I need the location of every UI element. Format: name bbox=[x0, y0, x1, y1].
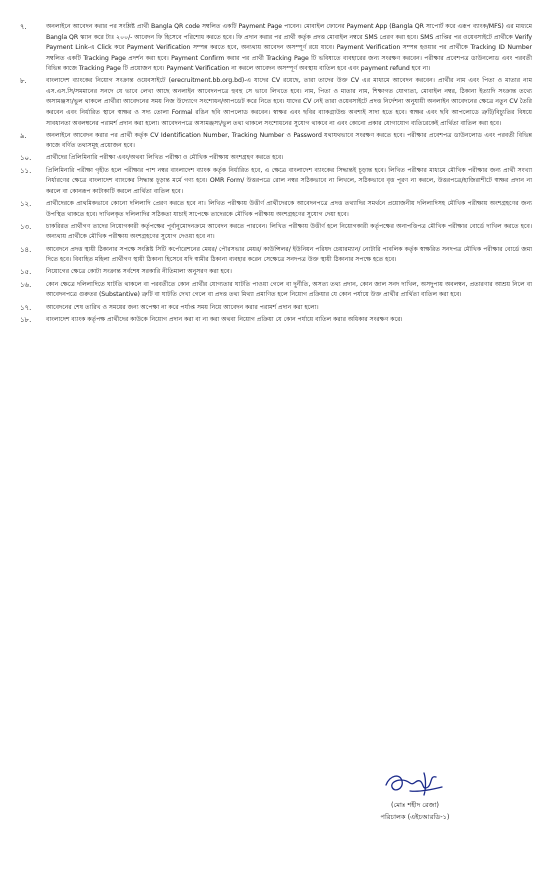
signatory-title: পরিচালক (এইচআরডি-১) bbox=[380, 813, 450, 821]
list-item bbox=[18, 245, 532, 266]
item-number: ১৫. bbox=[20, 268, 32, 277]
list-item bbox=[18, 267, 532, 278]
item-text: বাংলাদেশ ব্যাংকের নিয়োগ সংক্রান্ত ওয়েবসাইটে (erecruitment.bb.org.bd)-এ যাদের CV রয়েছে, তারা তাদের উক্ত CV এর মাধ্যমে আবেদন করবেন। প্রার্থীর নাম এবং পিতা ও মাতার নাম এস.এস.সি/সমমানের সনদে যে ভাবে লেখা আছে অনলাইন আবেদনপত্রে হুবহু সে ভাবে লিখতে হবে। নাম, পিতা ও মাতার নাম, শিক্ষাগত যোগ্যতা, মোবাইল নম্বর, ঠিকানা ইত্যাদি সংক্রান্ত তথ্যে অসামঞ্জস্য/ভুল থাকলে প্রার্থীরা আবেদনের সময় নিজ উদ্যোগে সংশোধন/আপডেট করে নিতে হবে। যাদের CV নেই তারা ওয়েবসাইটে প্রদত্ত নির্দেশনা অনুযায়ী অনলাইন আবেদনের ক্ষেত্রে নতুন CV তৈরি করবেন এবং নির্ধারিত স্থানে স্বাক্ষর ও সদ্য তোলা Formal রঙিন ছবি আপলোড করবেন। স্বাক্ষর এবং ছবির ব্যাকগ্রাউন্ড অবশ্যই সাদা হতে হবে। স্বাক্ষর এবং ছবি আপলোডে ত্রুটি/বিচ্যুতির বিষয়ে সাবধানতা অবলম্বনের পরামর্শ প্রদান করা হলো। আবেদনপত্রে অসামঞ্জস্য/ভুল তথ্য থাকলে সংশোধনের সুযোগ থাকবে না এবং কোনো প্রকার যোগাযোগ ব্যতিরেকেই প্রার্থিতা বাতিল করা হবে। bbox=[46, 77, 532, 127]
list-item bbox=[18, 153, 532, 164]
list-item bbox=[18, 22, 532, 75]
list-item bbox=[18, 76, 532, 129]
item-number: ৮. bbox=[20, 77, 27, 86]
list-item bbox=[18, 131, 532, 152]
list-item bbox=[18, 303, 532, 314]
item-number: ১৬. bbox=[20, 280, 32, 289]
item-number: ১৭. bbox=[20, 303, 32, 312]
item-text: বাংলাদেশ ব্যাংক কর্তৃপক্ষ প্রার্থীদের কাউকে নিয়োগ প্রদান করা বা না করা অথবা নিয়োগ প্রক্রিয়া যে কোন পর্যায়ে বাতিল করার অধিকার সংরক্ষণ করে। bbox=[46, 316, 403, 324]
item-text: প্রিলিমিনারি পরীক্ষা গৃহীত হলে পরীক্ষার পাশ নম্বর বাংলাদেশ ব্যাংক কর্তৃক নির্ধারিত হবে, এ ক্ষেত্রে বাংলাদেশ ব্যাংকের সিদ্ধান্তই চূড়ান্ত হবে। লিখিত পরীক্ষার মাধ্যমে মৌখিক পরীক্ষার জন্য প্রার্থী সংখ্যা নির্ধারণের ক্ষেত্রে বাংলাদেশ ব্যাংকের সিদ্ধান্ত চূড়ান্ত মর্মে গণ্য হবে। OMR Form/ উত্তরপত্রে রোল নম্বর সঠিকভাবে না লিখলে, সঠিকভাবে বৃত্ত পূরণ না করলে, উত্তরপত্রে/হাজিরাশীটে স্বাক্ষর প্রদান না করলে বা কোনরূপ কাটাকাটি করলে প্রার্থিতা বাতিল হবে। bbox=[46, 166, 532, 196]
item-text: আবেদনে প্রদত্ত স্থায়ী ঠিকানার সপক্ষে সংশ্লিষ্ট সিটি কর্পোরেশনের মেয়র/ পৌরসভার মেয়র/ কাউন্সিলর/ ইউনিয়ন পরিষদ চেয়ারম্যান/ নোটারি পাবলিক কর্তৃক স্বাক্ষরিত সনদপত্র মৌখিক পরীক্ষার বোর্ডে জমা দিতে হবে। বিবাহিত মহিলা প্রার্থীগণ স্থায়ী ঠিকানা হিসেবে যদি স্বামীর ঠিকানা ব্যবহার করেন সেক্ষেত্রে সনদপত্র উক্ত স্থায়ী ঠিকানার সপক্ষে হতে হবে। bbox=[46, 245, 532, 264]
item-text: অনলাইনে আবেদন করার পর সংশ্লিষ্ট প্রার্থী Bangla QR code সম্বলিত একটি Payment Page পাবেন। মোবাইল ফোনের Payment App (Bangla QR সাপোর্ট করে এরূপ ব্যাংক/MFS) এর মাধ্যমে Bangla QR স্ক্যান করে টাঃ ২০০/- আবেদন ফি হিসেবে পরিশোধ করতে হবে। ফি প্রদান করার পর প্রার্থী কর্তৃক প্রদত্ত মোবাইল নম্বরে SMS প্রেরণ করা হবে। SMS প্রাপ্তির পর ওয়েবসাইটে প্রার্থীকে Verify Payment Link-এ Click করে Payment Verification সম্পন্ন করতে হবে, অন্যথায় আবেদন অসম্পূর্ণ রয়ে যাবে। Payment Verification সম্পন্ন হওয়ার পর প্রার্থীকে Tracking ID Number সম্বলিত একটি Tracking Page প্রদর্শন করা হবে। Payment Confirm করার পর প্রার্থী Tracking Page টি ভবিষ্যতে ব্যবহারের জন্য সংরক্ষণ করবেন। পরীক্ষার প্রবেশপত্র ডাউনলোড এবং পরবর্তী বিভিন্ন কাজে Tracking Page টি প্রয়োজন হবে। Payment Verification না করলে আবেদন অসম্পূর্ণ অবস্থায় বাতিল হবে এবং payment refund হবে না। bbox=[46, 23, 532, 73]
signature-block bbox=[300, 765, 530, 823]
item-text: কোন ক্ষেত্রে দলিলাদিতে ঘাটতি থাকলে বা পরবর্তীতে কোন প্রার্থীর যোগ্যতার ঘাটতি পাওয়া গেলে বা দুর্নীতি, অসত্য তথ্য প্রদান, কোন জাল সনদ দাখিল, অসদুপায় অবলম্বন, প্রতারণার আশ্রয় নিলে বা আবেদনপত্রে গুরুতর (Substantive) ত্রুটি বা ঘাটতি দেখা গেলে বা প্রদত্ত তথ্য মিথ্যা প্রমাণিত হলে নিয়োগ প্রক্রিয়ার যে কোন পর্যায়ে উক্ত প্রার্থীর প্রার্থিতা বাতিল করা হবে। bbox=[46, 280, 532, 299]
item-number: ১১. bbox=[20, 166, 32, 175]
list-item bbox=[18, 280, 532, 301]
item-number: ৯. bbox=[20, 131, 27, 140]
item-text: আবেদনের শেষ তারিখ ও সময়ের জন্য অপেক্ষা না করে পর্যাপ্ত সময় নিয়ে আবেদন করার পরামর্শ প্রদান করা হলো। bbox=[46, 303, 319, 311]
item-text: প্রার্থীদের প্রিলিমিনারি পরীক্ষা এবং/অথবা লিখিত পরীক্ষা ও মৌখিক পরীক্ষায় অংশগ্রহণ করতে হবে। bbox=[46, 154, 284, 162]
item-number: ১০. bbox=[20, 154, 32, 163]
list-item bbox=[18, 166, 532, 198]
list-item bbox=[18, 222, 532, 243]
item-number: ১৪. bbox=[20, 245, 32, 254]
handwritten-signature bbox=[380, 765, 450, 799]
item-number: ১৮. bbox=[20, 316, 32, 325]
item-number: ৭. bbox=[20, 23, 27, 31]
signatory-name: (মোঃ শহীদ রেজা) bbox=[391, 801, 439, 809]
item-text: প্রার্থীদেরকে প্রাথমিকভাবে কোনো দলিলাদি প্রেরণ করতে হবে না। লিখিত পরীক্ষায় উত্তীর্ণ প্রার্থীদেরকে আবেদনপত্রে প্রদত্ত তথ্যাদির সমর্থনে প্রয়োজনীয় দলিলাদিসহ মৌখিক পরীক্ষায় অংশগ্রহণের জন্য উপস্থিত থাকতে হবে। দাখিলকৃত দলিলাদির সঠিকতা যাচাই সাপেক্ষে তাদেরকে মৌখিক পরীক্ষায় অংশগ্রহণের সুযোগ দেয়া হবে। bbox=[46, 200, 532, 218]
list-item bbox=[18, 199, 532, 220]
item-text: নিয়োগের ক্ষেত্রে কোটা সংক্রান্ত সর্বশেষ সরকারি নীতিমালা অনুসরণ করা হবে। bbox=[46, 268, 232, 276]
item-number: ১২. bbox=[20, 200, 32, 209]
list-item bbox=[18, 315, 532, 326]
item-text: অনলাইনে আবেদন করার পর প্রার্থী কর্তৃক CV Identification Number, Tracking Number ও Password যথাযথভাবে সংরক্ষণ করতে হবে। পরীক্ষার প্রবেশপত্র ডাউনলোড এবং পরবর্তী বিভিন্ন কাজে বর্ণিত তথ্যসমূহ প্রয়োজন হবে। bbox=[46, 131, 532, 150]
item-number: ১৩. bbox=[20, 222, 32, 231]
item-text: চাকরিরত প্রার্থীগণ তাদের নিয়োগকারী কর্তৃপক্ষের পূর্বানুমোদনক্রমে আবেদন করতে পারবেন। লিখিত পরীক্ষায় উত্তীর্ণ হলে নিয়োগকারী কর্তৃপক্ষের অনাপত্তিপত্র মৌখিক পরীক্ষার বোর্ডে দাখিল করতে হবে। অন্যথায় প্রার্থীকে মৌখিক পরীক্ষায় অংশগ্রহণের সুযোগ দেওয়া হবে না। bbox=[46, 222, 532, 241]
notice-document bbox=[18, 22, 532, 328]
